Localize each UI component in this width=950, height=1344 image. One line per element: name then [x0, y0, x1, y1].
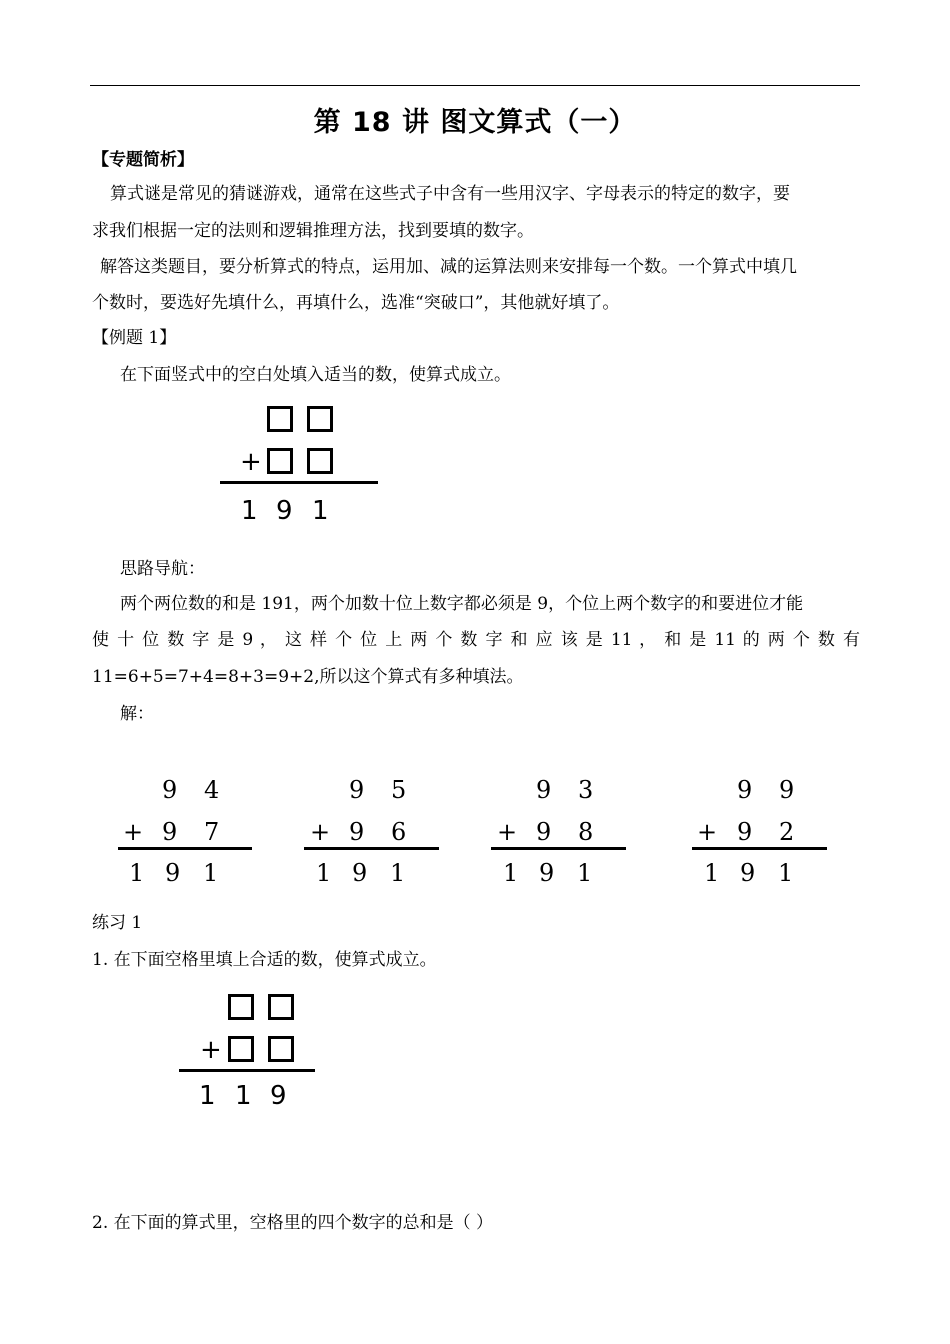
plus-sign: + — [200, 1035, 222, 1065]
example-prompt: 在下面竖式中的空白处填入适当的数，使算式成立。 — [120, 365, 511, 385]
blank-box[interactable] — [268, 994, 294, 1020]
blank-box[interactable] — [228, 994, 254, 1020]
digit: 9 — [737, 776, 753, 804]
plus-sign: + — [497, 818, 518, 846]
blank-box[interactable] — [267, 448, 293, 474]
blank-box[interactable] — [307, 448, 333, 474]
result-digit: 1 — [199, 1081, 216, 1111]
digit: 1 — [129, 859, 145, 887]
digit: 9 — [165, 859, 181, 887]
blank-box[interactable] — [228, 1036, 254, 1062]
digit: 1 — [503, 859, 519, 887]
intro-p1-line1: 算式谜是常见的猜谜游戏，通常在这些式子中含有一些用汉字、字母表示的特定的数字，要 — [110, 184, 790, 204]
digit: 4 — [204, 776, 220, 804]
digit: 3 — [578, 776, 594, 804]
digit: 1 — [704, 859, 720, 887]
blank-box[interactable] — [268, 1036, 294, 1062]
intro-p1-line2: 求我们根据一定的法则和逻辑推理方法，找到要填的数字。 — [92, 221, 534, 241]
digit: 9 — [536, 776, 552, 804]
section-header: 【专题简析】 — [92, 150, 194, 170]
sum-line — [692, 847, 827, 850]
plus-sign: + — [310, 818, 331, 846]
digit: 9 — [352, 859, 368, 887]
digit: 1 — [390, 859, 406, 887]
plus-sign: + — [240, 447, 262, 477]
plus-sign: + — [123, 818, 144, 846]
plus-sign: + — [697, 818, 718, 846]
intro-p2-line1: 解答这类题目，要分析算式的特点，运用加、减的运算法则来安排每一个数。一个算式中填几 — [100, 257, 797, 277]
result-digit: 9 — [270, 1081, 287, 1111]
digit: 5 — [391, 776, 407, 804]
guide-line1: 两个两位数的和是 191，两个加数十位上数字都必须是 9，个位上两个数字的和要进位才能 — [120, 594, 804, 614]
digit: 9 — [539, 859, 555, 887]
digit: 1 — [577, 859, 593, 887]
digit: 9 — [536, 818, 552, 846]
digit: 9 — [162, 776, 178, 804]
blank-box[interactable] — [307, 406, 333, 432]
sum-line — [179, 1069, 315, 1072]
digit: 2 — [779, 818, 795, 846]
result-digit: 1 — [235, 1081, 252, 1111]
guide-label: 思路导航： — [120, 559, 205, 579]
intro-p2-line2: 个数时，要选好先填什么，再填什么，选准“突破口”，其他就好填了。 — [92, 293, 620, 313]
result-digit: 1 — [241, 496, 258, 526]
sum-line — [304, 847, 439, 850]
digit: 9 — [737, 818, 753, 846]
digit: 9 — [740, 859, 756, 887]
result-digit: 1 — [312, 496, 329, 526]
question-2: 2. 在下面的算式里，空格里的四个数字的总和是（ ） — [92, 1213, 494, 1233]
top-rule — [90, 85, 860, 86]
digit: 9 — [349, 818, 365, 846]
solution-label: 解： — [120, 704, 154, 724]
sum-line — [491, 847, 626, 850]
blank-box[interactable] — [267, 406, 293, 432]
digit: 1 — [203, 859, 219, 887]
result-digit: 9 — [276, 496, 293, 526]
sum-line — [220, 481, 378, 484]
example-header: 【例题 1】 — [92, 328, 177, 348]
sum-line — [118, 847, 252, 850]
question-1: 1. 在下面空格里填上合适的数，使算式成立。 — [92, 950, 437, 970]
digit: 9 — [779, 776, 795, 804]
digit: 8 — [578, 818, 594, 846]
digit: 9 — [349, 776, 365, 804]
digit: 1 — [778, 859, 794, 887]
guide-line3: 11=6+5=7+4=8+3=9+2,所以这个算式有多种填法。 — [92, 667, 524, 687]
guide-line2: 使 十 位 数 字 是 9 ， 这 样 个 位 上 两 个 数 字 和 应 该 是 11 ， 和 是 11 的 两 个 数 有 — [92, 630, 860, 650]
digit: 1 — [316, 859, 332, 887]
page-title: 第 18 讲 图文算式（一） — [313, 107, 637, 138]
digit: 7 — [204, 818, 220, 846]
digit: 9 — [162, 818, 178, 846]
practice-header: 练习 1 — [92, 913, 143, 933]
digit: 6 — [391, 818, 407, 846]
